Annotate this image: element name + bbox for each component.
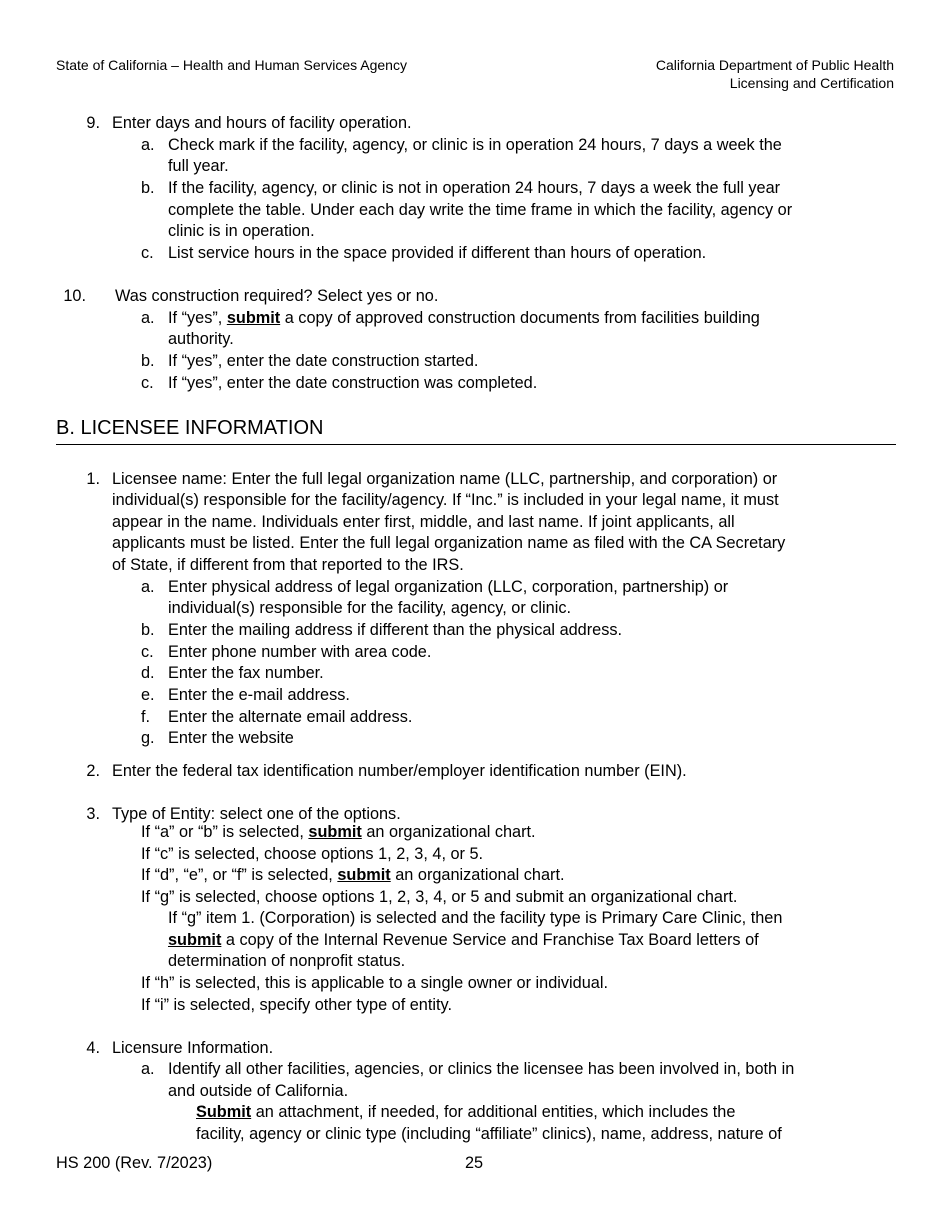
- sub-letter: b.: [141, 179, 155, 197]
- item-text: authority.: [168, 330, 234, 348]
- item-text: Licensure Information.: [112, 1039, 274, 1057]
- item-text: Enter the e-mail address.: [168, 686, 350, 704]
- item-text: full year.: [168, 157, 229, 175]
- item-text: Was construction required? Select yes or no.: [115, 287, 439, 305]
- page-number: 25: [465, 1154, 484, 1172]
- item-text: applicants must be listed. Enter the full legal organization name as filed with the CA Secretary: [112, 534, 786, 552]
- sub-letter: b.: [141, 352, 155, 370]
- sub-letter: c.: [141, 643, 154, 661]
- item-text: Submit an attachment, if needed, for additional entities, which includes the: [196, 1103, 736, 1121]
- item-text: If “h” is selected, this is applicable to a single owner or individual.: [141, 974, 608, 992]
- item-text: Enter the website: [168, 729, 294, 747]
- item-text: If “g” item 1. (Corporation) is selected and the facility type is Primary Care Clinic, then: [168, 909, 783, 927]
- item-text: Identify all other facilities, agencies, or clinics the licensee has been involved in, both in: [168, 1060, 795, 1078]
- item-text: Licensee name: Enter the full legal organization name (LLC, partnership, and corporation) or: [112, 470, 778, 488]
- submit-keyword: submit: [337, 866, 391, 884]
- item-text: Enter days and hours of facility operation.: [112, 114, 412, 132]
- item-text: submit a copy of the Internal Revenue Service and Franchise Tax Board letters of: [168, 931, 759, 949]
- header-agency: State of California – Health and Human Services Agency: [56, 57, 407, 73]
- sub-letter: a.: [141, 309, 155, 327]
- item-text: Enter physical address of legal organization (LLC, corporation, partnership) or: [168, 578, 729, 596]
- item-text: Enter phone number with area code.: [168, 643, 432, 661]
- item-text: facility, agency or clinic type (including “affiliate” clinics), name, address, nature of: [196, 1125, 782, 1143]
- item-text: Enter the fax number.: [168, 664, 324, 682]
- submit-keyword: submit: [226, 309, 281, 327]
- item-text: individual(s) responsible for the facility, agency, or clinic.: [168, 599, 571, 617]
- sub-letter: d.: [141, 664, 155, 682]
- item-text: of State, if different from that reported to the IRS.: [112, 556, 464, 574]
- item-text: and outside of California.: [168, 1082, 349, 1100]
- sub-letter: e.: [141, 686, 155, 704]
- item-text: If “g” is selected, choose options 1, 2, 3, 4, or 5 and submit an organizational chart.: [141, 888, 738, 906]
- submit-keyword: submit: [308, 823, 362, 841]
- item-text: Enter the federal tax identification number/employer identification number (EIN).: [112, 762, 687, 780]
- submit-keyword: submit: [168, 931, 222, 949]
- item-text: complete the table. Under each day write the time frame in which the facility, agency or: [168, 201, 793, 219]
- item-text: Enter the alternate email address.: [168, 708, 413, 726]
- footer-form-id: HS 200 (Rev. 7/2023): [56, 1154, 213, 1172]
- sub-letter: a.: [141, 1060, 155, 1078]
- sub-letter: f.: [141, 708, 151, 726]
- item-text: If “yes”, enter the date construction was completed.: [168, 374, 538, 392]
- item-text: If “d”, “e”, or “f” is selected, submit an organizational chart.: [141, 866, 565, 884]
- item-text: Type of Entity: select one of the options.: [112, 805, 401, 823]
- item-text: If “c” is selected, choose options 1, 2, 3, 4, or 5.: [141, 845, 484, 863]
- sub-letter: c.: [141, 244, 154, 262]
- item-text: Enter the mailing address if different than the physical address.: [168, 621, 623, 639]
- item-text: determination of nonprofit status.: [168, 952, 406, 970]
- item-text: individual(s) responsible for the facility/agency. If “Inc.” is included in your legal name, it must: [112, 491, 779, 509]
- section-divider: [56, 444, 896, 445]
- item-number: 9.: [86, 114, 100, 132]
- item-text: List service hours in the space provided if different than hours of operation.: [168, 244, 707, 262]
- item-number: 10.: [63, 287, 86, 305]
- item-text: If “yes”, enter the date construction started.: [168, 352, 479, 370]
- item-number: 1.: [86, 470, 100, 488]
- sub-letter: a.: [141, 578, 155, 596]
- item-text: If “a” or “b” is selected, submit an organizational chart.: [141, 823, 536, 841]
- item-number: 2.: [86, 762, 100, 780]
- item-text: If “i” is selected, specify other type of entity.: [141, 996, 452, 1014]
- item-text: appear in the name. Individuals enter first, middle, and last name. If joint applicants, all: [112, 513, 735, 531]
- header-department: California Department of Public Health: [655, 57, 894, 73]
- item-text: If “yes”, submit a copy of approved construction documents from facilities building: [168, 309, 760, 327]
- header-division: Licensing and Certification: [729, 75, 894, 91]
- item-text: clinic is in operation.: [168, 222, 315, 240]
- item-number: 4.: [86, 1039, 100, 1057]
- item-text: If the facility, agency, or clinic is not in operation 24 hours, 7 days a week the full year: [168, 179, 781, 197]
- section-title: B. LICENSEE INFORMATION: [56, 417, 324, 439]
- sub-letter: b.: [141, 621, 155, 639]
- submit-keyword: Submit: [196, 1103, 252, 1121]
- item-text: Check mark if the facility, agency, or clinic is in operation 24 hours, 7 days a week the: [168, 136, 782, 154]
- sub-letter: g.: [141, 729, 155, 747]
- sub-letter: c.: [141, 374, 154, 392]
- sub-letter: a.: [141, 136, 155, 154]
- item-number: 3.: [86, 805, 100, 823]
